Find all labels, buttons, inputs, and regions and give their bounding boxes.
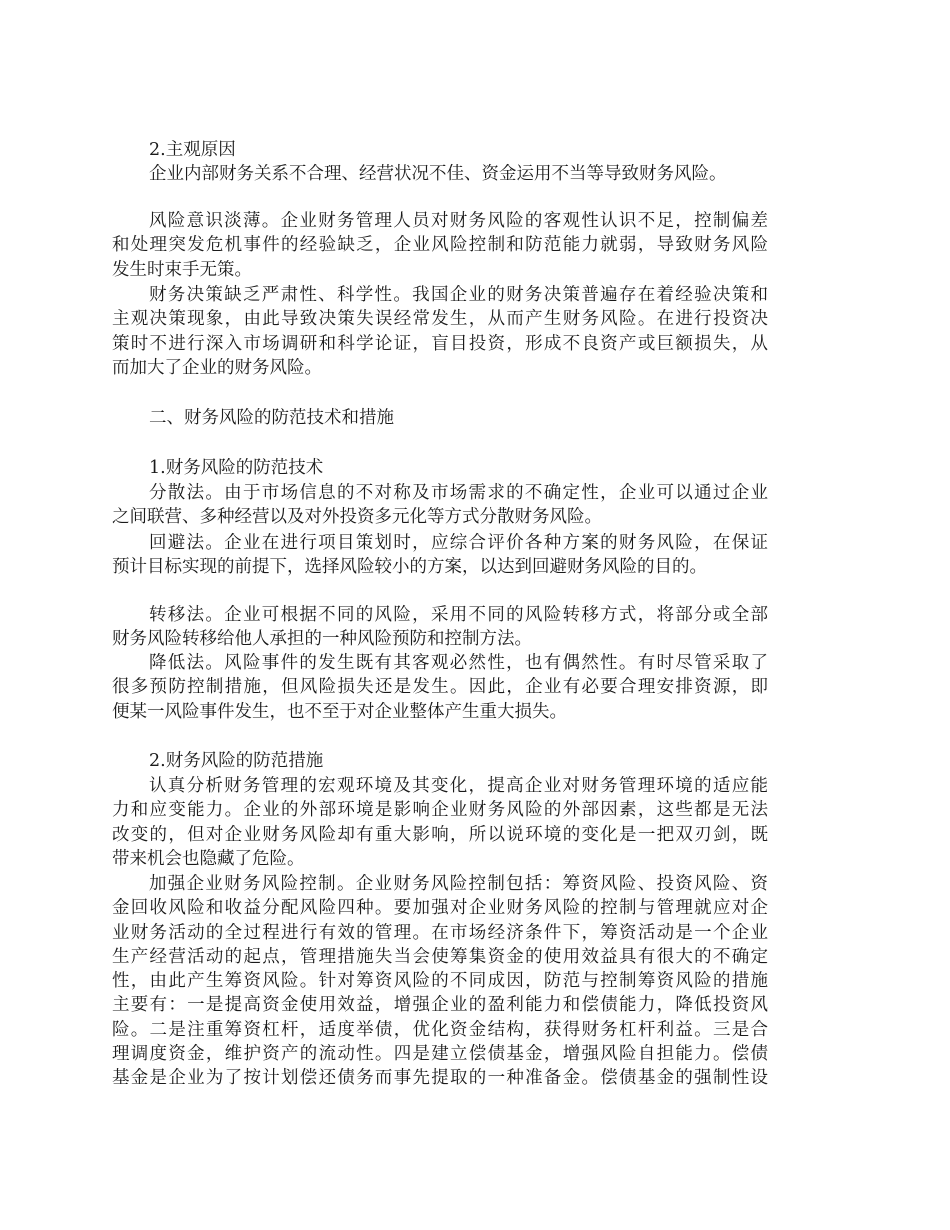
paragraph-line: 主要有：一是提高资金使用效益，增强企业的盈利能力和偿债能力，降低投资风 xyxy=(112,995,768,1016)
paragraph-line: 而加大了企业的财务风险。 xyxy=(112,357,322,378)
paragraph-line: 改变的，但对企业财务风险却有重大影响，所以说环境的变化是一把双刃剑，既 xyxy=(112,824,768,845)
paragraph-line: 风险意识淡薄。企业财务管理人员对财务风险的客观性认识不足，控制偏差 xyxy=(149,211,768,231)
paragraph-line: 性，由此产生筹资风险。针对筹资风险的不同成因，防范与控制筹资风险的措施 xyxy=(112,971,768,992)
paragraph-line: 预计目标实现的前提下，选择风险较小的方案，以达到回避财务风险的目的。 xyxy=(112,557,707,578)
paragraph-line: 认真分析财务管理的宏观环境及其变化，提高企业对财务管理环境的适应能 xyxy=(149,776,768,796)
paragraph-line: 转移法。企业可根据不同的风险，采用不同的风险转移方式，将部分或全部 xyxy=(149,605,768,625)
paragraph-risk-control xyxy=(112,872,768,1091)
paragraph-line: 策时不进行深入市场调研和科学论证，盲目投资，形成不良资产或巨额损失，从 xyxy=(112,333,768,354)
paragraph-line: 生产经营活动的起点，管理措施失当会使筹集资金的使用效益具有很大的不确定 xyxy=(112,946,768,967)
paragraph-line: 财务决策缺乏严肃性、科学性。我国企业的财务决策普遍存在着经验决策和 xyxy=(149,285,768,305)
paragraph-line: 理调度资金，维护资产的流动性。四是建立偿债基金，增强风险自担能力。偿债 xyxy=(112,1044,768,1065)
section-title: 二、财务风险的防范技术和措施 xyxy=(149,408,394,428)
paragraph-line: 企业内部财务关系不合理、经营状况不佳、资金运用不当等导致财务风险。 xyxy=(149,164,727,185)
paragraph-transfer xyxy=(112,603,768,652)
paragraph-line: 发生时束手无策。 xyxy=(112,259,252,280)
paragraph-line: 很多预防控制措施，但风险损失还是发生。因此，企业有必要合理安排资源，即 xyxy=(112,677,768,698)
paragraph-line: 带来机会也隐藏了危险。 xyxy=(112,848,305,869)
paragraph-line: 和处理突发危机事件的经验缺乏，企业风险控制和防范能力就弱，导致财务风险 xyxy=(112,235,768,256)
paragraph-decision-making xyxy=(112,283,768,380)
paragraph-line: 力和应变能力。企业的外部环境是影响企业财务风险的外部因素，这些都是无法 xyxy=(112,800,768,821)
paragraph-line: 便某一风险事件发生，也不至于对企业整体产生重大损失。 xyxy=(112,701,567,722)
subsection-title: 2.财务风险的防范措施 xyxy=(149,751,324,771)
paragraph-macro-environment xyxy=(112,774,768,871)
paragraph-line: 险。二是注重筹资杠杆，适度举债，优化资金结构，获得财务杠杆利益。三是合 xyxy=(112,1019,768,1040)
paragraph-line: 金回收风险和收益分配风险四种。要加强对企业财务风险的控制与管理就应对企 xyxy=(112,898,768,919)
heading-line: 2.主观原因 xyxy=(149,140,236,160)
paragraph-line: 回避法。企业在进行项目策划时，应综合评价各种方案的财务风险，在保证 xyxy=(149,533,768,553)
paragraph-avoidance xyxy=(112,531,768,580)
subsection-title: 1.财务风险的防范技术 xyxy=(149,458,324,478)
paragraph-line: 基金是企业为了按计划偿还债务而事先提取的一种准备金。偿债基金的强制性设 xyxy=(112,1068,768,1089)
paragraph-line: 加强企业财务风险控制。企业财务风险控制包括：筹资风险、投资风险、资 xyxy=(149,874,768,894)
paragraph-line: 之间联营、多种经营以及对外投资多元化等方式分散财务风险。 xyxy=(112,507,602,528)
paragraph-line: 分散法。由于市场信息的不对称及市场需求的不确定性，企业可以通过企业 xyxy=(149,483,768,503)
paragraph-diversification xyxy=(112,481,768,530)
section-heading-prevention xyxy=(112,406,768,430)
subheading-prevention-techniques xyxy=(112,456,768,480)
paragraph-line: 主观决策现象，由此导致决策失误经常发生，从而产生财务风险。在进行投资决 xyxy=(112,309,768,330)
paragraph-line: 降低法。风险事件的发生既有其客观必然性，也有偶然性。有时尽管采取了 xyxy=(149,653,768,673)
paragraph-risk-awareness xyxy=(112,209,768,282)
subheading-prevention-measures xyxy=(112,749,768,773)
paragraph-line: 业财务活动的全过程进行有效的管理。在市场经济条件下，筹资活动是一个企业 xyxy=(112,922,768,943)
subheading-subjective-causes xyxy=(112,138,768,187)
paragraph-reduction xyxy=(112,651,768,724)
paragraph-line: 财务风险转移给他人承担的一种风险预防和控制方法。 xyxy=(112,629,532,650)
